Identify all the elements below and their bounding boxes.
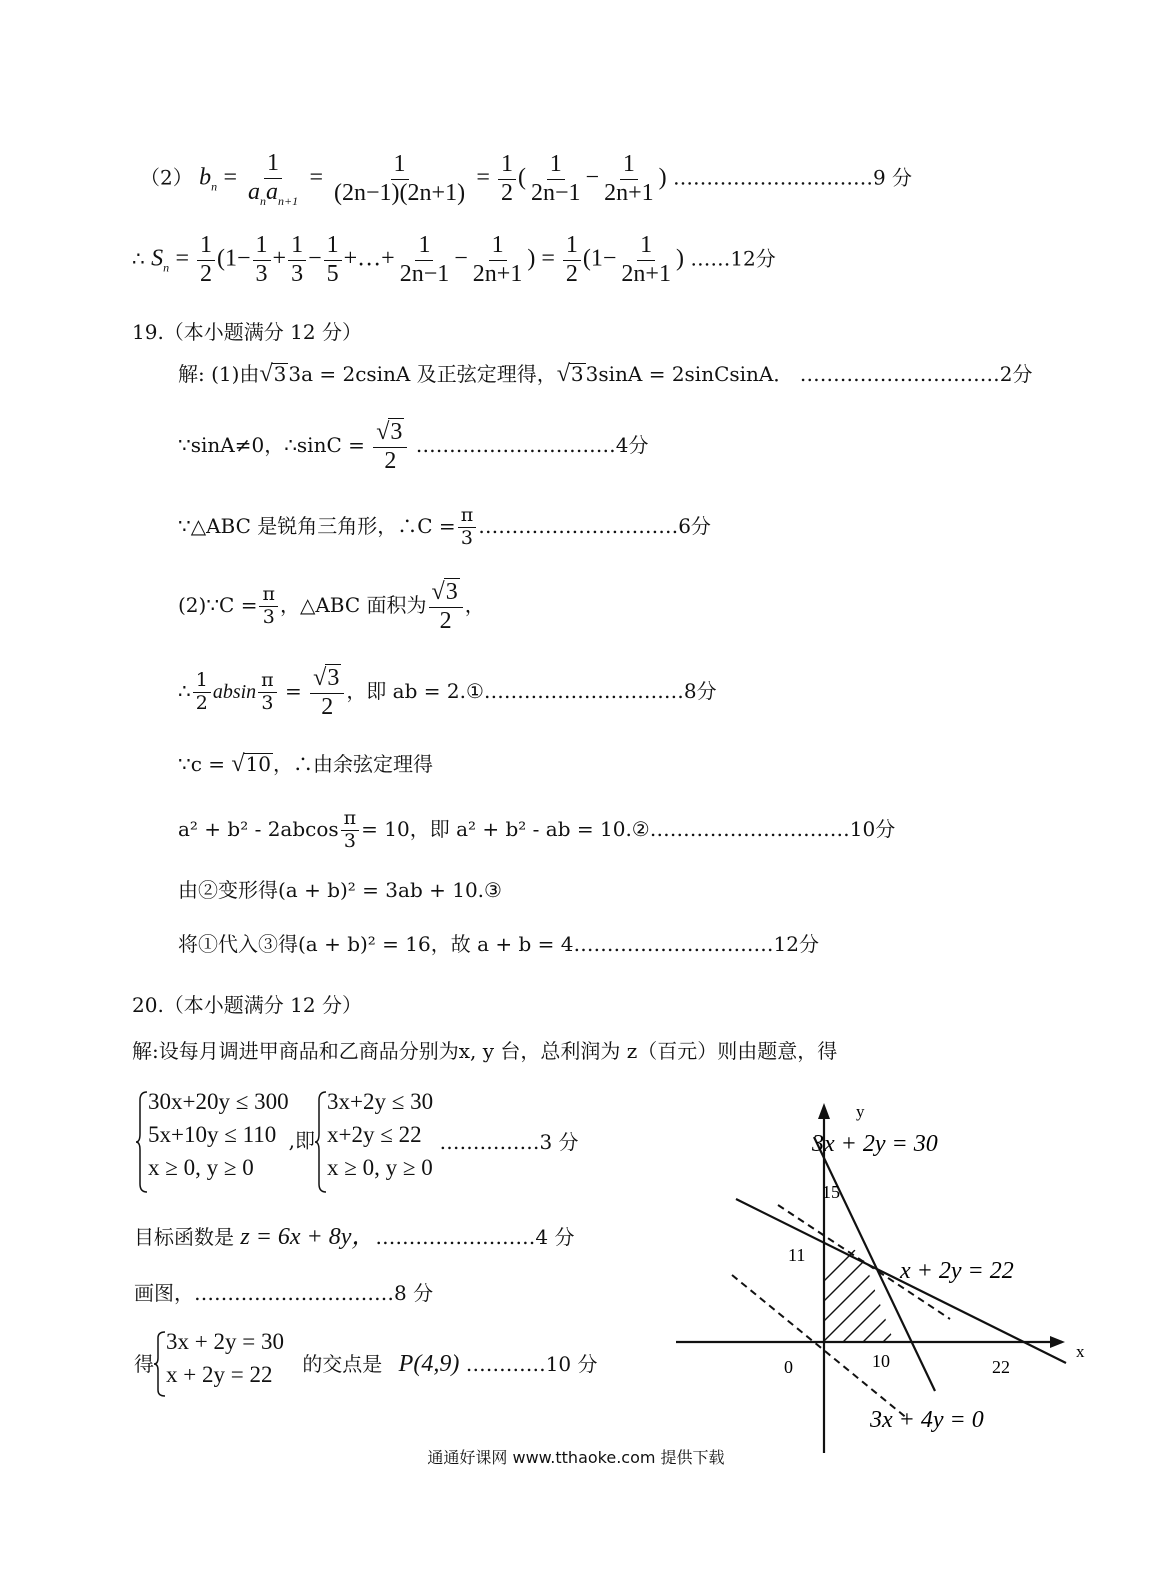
q19-line4 bbox=[178, 578, 485, 635]
frac-2n+1 bbox=[601, 151, 657, 207]
frac-num: 3 bbox=[445, 579, 458, 605]
line-label-2: x + 2y = 22 bbox=[900, 1258, 1014, 1284]
text: ，△ABC 面积为 bbox=[279, 593, 427, 618]
frac-num: 1 bbox=[547, 151, 565, 180]
part2-label: （2） bbox=[140, 165, 193, 190]
sn-symbol: S bbox=[151, 245, 164, 272]
text: a² + b² - 2abcos bbox=[178, 816, 339, 841]
q19-line2 bbox=[178, 418, 649, 475]
q19-line1: 解: (1)由√3 3a = 2csinA 及正弦定理得，√3 3sinA = 2sinCsinA． …………………………2分 bbox=[178, 361, 1033, 387]
sn-frac bbox=[253, 232, 271, 288]
sn-frac bbox=[288, 232, 306, 288]
origin-label: 0 bbox=[784, 1357, 793, 1377]
text: ∵c = bbox=[178, 752, 226, 776]
frac-den-a: a bbox=[248, 178, 260, 205]
q20-intro: 解:设每月调进甲商品和乙商品分别为x, y 台，总利润为 z（百元）则由题意，得 bbox=[132, 1039, 838, 1063]
bn-equation: （2） $b_n$ = $\frac{1}{a_na_{n+1}}$ = $\frac{1}{(2n-1)(2n+1)}$ = $\frac{1}{2}$ ( $\frac{1}{2n-1}$ − $\frac{1}{2n+1}$ ) …………………………9 分 bbox=[140, 150, 913, 208]
line-label-1: 3x + 2y = 30 bbox=[812, 1131, 938, 1157]
text: ，即 ab = 2.① bbox=[346, 679, 484, 704]
objective-function: z = 6x + 8y， bbox=[240, 1224, 376, 1250]
left-brace-icon bbox=[154, 1330, 166, 1398]
tick-y-15: 15 bbox=[822, 1182, 840, 1202]
frac-pi-3 bbox=[341, 808, 360, 853]
constraint-system-2 bbox=[315, 1090, 433, 1194]
q19-line3 bbox=[178, 505, 711, 550]
frac-den: 2n−1 bbox=[399, 260, 450, 287]
text: 解: (1)由 bbox=[178, 362, 260, 386]
frac-product bbox=[331, 151, 468, 207]
text: ∵△ABC 是锐角三角形，∴C = bbox=[178, 513, 456, 538]
text: (2)∵C = bbox=[178, 593, 258, 618]
frac-den: 2 bbox=[321, 693, 334, 720]
frac-pi-3 bbox=[258, 670, 277, 715]
frac-den: 2n−1 bbox=[530, 179, 581, 206]
sn-frac bbox=[563, 232, 581, 288]
frac-num: 1 bbox=[288, 232, 306, 261]
bn-sub: n bbox=[211, 179, 218, 194]
left-brace-icon bbox=[136, 1090, 148, 1194]
q19-line8: 由②变形得(a + b)² = 3ab + 10.③ bbox=[178, 878, 502, 902]
sqrt3: 3 bbox=[273, 362, 287, 386]
score-9: …………………………9 分 bbox=[672, 165, 913, 190]
frac-pi-3 bbox=[458, 505, 477, 550]
frac-den: 2n+1 bbox=[472, 260, 523, 287]
frac-num: π bbox=[341, 808, 360, 831]
sub-n1: n+1 bbox=[278, 193, 299, 208]
frac-half bbox=[498, 151, 516, 207]
constraint: x ≥ 0, y ≥ 0 bbox=[148, 1155, 254, 1180]
score-10: …………10 分 bbox=[465, 1352, 598, 1376]
sub-n: n bbox=[260, 193, 266, 208]
constraint: 5x+10y ≤ 110 bbox=[148, 1122, 277, 1147]
q20-draw: 画图，…………………………8 分 bbox=[134, 1281, 434, 1305]
sn-frac bbox=[470, 232, 526, 288]
frac-den: 2 bbox=[384, 447, 397, 474]
score-6: …………………………6分 bbox=[478, 513, 711, 538]
score-4: ……………………4 分 bbox=[375, 1225, 575, 1249]
x-axis-label: x bbox=[1076, 1342, 1085, 1361]
text: ∵sinA≠0，∴sinC = bbox=[178, 433, 365, 458]
frac-num: 1 bbox=[563, 232, 581, 261]
q19-line6: ∵c = √10 ，∴由余弦定理得 bbox=[178, 751, 434, 777]
frac-den: 3 bbox=[262, 606, 275, 629]
text: ,即 bbox=[288, 1128, 315, 1153]
sn-frac bbox=[324, 232, 342, 288]
score-12: …………………………12分 bbox=[573, 932, 819, 956]
score-10: …………………………10分 bbox=[649, 816, 896, 841]
frac-den: (2n−1)(2n+1) bbox=[334, 179, 466, 206]
text: absin bbox=[212, 681, 257, 704]
score-2: …………………………2分 bbox=[799, 362, 1033, 386]
tick-y-11: 11 bbox=[788, 1245, 806, 1265]
frac-den: 2 bbox=[500, 179, 513, 206]
score-8: …………………………8分 bbox=[483, 679, 717, 704]
y-axis-arrow-icon bbox=[818, 1103, 830, 1119]
frac-den: 2 bbox=[439, 607, 452, 634]
x-axis-arrow-icon bbox=[1050, 1336, 1065, 1348]
frac-num: 1 bbox=[324, 232, 342, 261]
frac-den-a2: a bbox=[266, 178, 278, 205]
frac-num: π bbox=[258, 670, 277, 693]
feasible-region-graph bbox=[670, 1095, 1100, 1460]
tick-x-22: 22 bbox=[992, 1357, 1010, 1377]
therefore-symbol: ∴ bbox=[132, 246, 145, 271]
frac-2n-1 bbox=[528, 151, 584, 207]
constraint: 3x+2y ≤ 30 bbox=[326, 1089, 434, 1114]
text: 3a = 2csinA 及正弦定理得， bbox=[288, 362, 557, 386]
frac-den: 3 bbox=[261, 692, 274, 715]
sqrt10: 10 bbox=[245, 752, 272, 776]
frac-num: 1 bbox=[197, 232, 215, 261]
line-label-3: 3x + 4y = 0 bbox=[870, 1407, 984, 1433]
footer: 通通好课网 www.tthaoke.com 提供下载 bbox=[427, 1448, 725, 1467]
q20-header: 20.（本小题满分 12 分） bbox=[132, 993, 362, 1017]
sn-sub: n bbox=[163, 260, 170, 275]
equation: x + 2y = 22 bbox=[166, 1362, 273, 1387]
q19-header: 19.（本小题满分 12 分） bbox=[132, 320, 362, 344]
constraint: x ≥ 0, y ≥ 0 bbox=[326, 1155, 433, 1180]
frac-den: 2 bbox=[195, 692, 208, 715]
frac-num: 1 bbox=[489, 232, 507, 261]
score-4: …………………………4分 bbox=[415, 433, 649, 458]
text: = bbox=[285, 679, 302, 704]
text: ∴ bbox=[178, 679, 191, 704]
frac-num: 1 bbox=[637, 232, 655, 261]
q19-line7 bbox=[178, 808, 895, 853]
frac-den: 3 bbox=[291, 260, 304, 287]
bn-symbol: b bbox=[199, 164, 212, 191]
frac-den: 2 bbox=[200, 260, 212, 287]
frac-den: 3 bbox=[343, 829, 356, 852]
frac-sqrt3-2: $\frac{√3}{2}$ bbox=[373, 418, 407, 475]
y-axis-label: y bbox=[856, 1102, 865, 1121]
q20-solve bbox=[134, 1330, 598, 1398]
frac-num: 1 bbox=[498, 151, 516, 180]
frac-num: π bbox=[259, 584, 278, 607]
frac-num: 1 bbox=[253, 232, 271, 261]
constraint: 30x+20y ≤ 300 bbox=[148, 1089, 289, 1114]
q20-objective bbox=[134, 1225, 575, 1249]
q19-line5 bbox=[178, 664, 717, 721]
frac-half bbox=[193, 670, 211, 715]
text: 3sinA = 2sinCsinA． bbox=[585, 362, 794, 386]
frac-den: 3 bbox=[255, 260, 268, 287]
frac-num: 1 bbox=[415, 232, 433, 261]
sn-equation: ∴ $S_n$ = $\frac{1}{2}$ (1− $\frac{1}{3}$ + $\frac{1}{3}$ − $\frac{1}{5}$ +…+ $\frac{1}{2n-1}$ − $\frac{1}{2n+1}$ ) = $\frac{1}{2}$ (1− $\frac{1}{2n+1}$ ) ……12分 bbox=[132, 232, 776, 287]
frac-den: 5 bbox=[326, 260, 339, 287]
intersection-point: P(4,9) bbox=[398, 1351, 460, 1377]
sn-frac bbox=[197, 232, 215, 288]
frac-num: 1 bbox=[391, 151, 409, 180]
sn-frac bbox=[397, 232, 453, 288]
text: 将①代入③得(a + b)² = 16，故 a + b = 4 bbox=[178, 932, 574, 956]
text: 目标函数是 bbox=[134, 1225, 234, 1249]
solve-system bbox=[154, 1330, 284, 1398]
frac-num: 1 bbox=[193, 670, 211, 693]
dashed-objective-line bbox=[732, 1275, 908, 1419]
frac-num: 3 bbox=[327, 665, 340, 691]
q20-system bbox=[136, 1090, 579, 1194]
frac-num: 1 bbox=[264, 150, 282, 179]
frac-den: 3 bbox=[460, 526, 473, 549]
frac-num: 3 bbox=[390, 419, 403, 445]
sqrt3: 3 bbox=[570, 362, 584, 386]
text: ， bbox=[464, 593, 485, 618]
equation: 3x + 2y = 30 bbox=[166, 1329, 284, 1354]
frac-den: 2n+1 bbox=[621, 260, 671, 287]
text: = 10，即 a² + b² - ab = 10.② bbox=[361, 816, 650, 841]
frac-sqrt3-2: $\frac{√3}{2}$ bbox=[310, 664, 344, 721]
frac-1-over-anan1 bbox=[245, 150, 301, 208]
text: 得 bbox=[134, 1352, 154, 1376]
frac-sqrt3-2: $\frac{√3}{2}$ bbox=[429, 578, 463, 635]
left-brace-icon bbox=[315, 1090, 327, 1194]
frac-den: 2 bbox=[565, 260, 578, 287]
frac-pi-3 bbox=[259, 584, 278, 629]
constraint-system-1 bbox=[136, 1090, 289, 1194]
score-12: ……12分 bbox=[690, 246, 776, 271]
score-3: ……………3 分 bbox=[439, 1130, 579, 1154]
q19-line9 bbox=[178, 934, 819, 954]
text: ，∴由余弦定理得 bbox=[273, 752, 434, 776]
frac-num: π bbox=[458, 505, 477, 528]
constraint: x+2y ≤ 22 bbox=[326, 1122, 422, 1147]
text: 的交点是 bbox=[302, 1352, 383, 1376]
frac-num: 1 bbox=[620, 151, 638, 180]
frac-den: 2n+1 bbox=[604, 179, 654, 206]
tick-x-10: 10 bbox=[872, 1351, 890, 1371]
sn-frac bbox=[618, 232, 674, 288]
